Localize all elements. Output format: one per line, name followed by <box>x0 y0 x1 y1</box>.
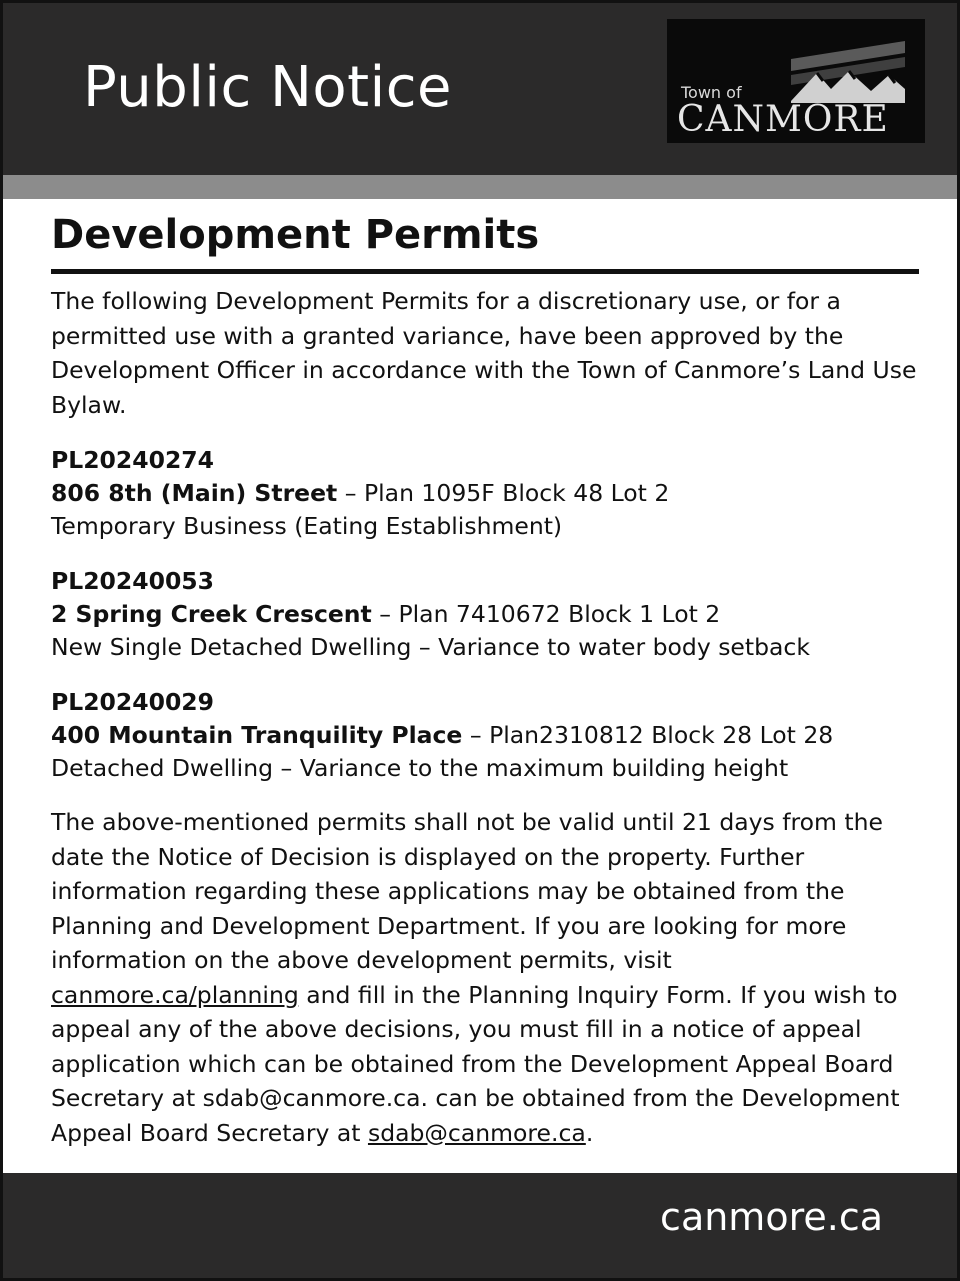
logo-town-of-text: Town of <box>681 83 742 102</box>
permit-id: PL20240029 <box>51 688 215 716</box>
header-divider-band <box>3 175 957 199</box>
permit-id: PL20240053 <box>51 567 215 595</box>
closing-text-1: The above-mentioned permits shall not be valid until 21 days from the date the Notice of Decision is displayed on the property. Further information regarding these applications may be obtained from the Planning and Development Department. If you are looking for more information on the above development permits, visit <box>51 808 883 974</box>
permit-entry <box>51 686 921 785</box>
town-logo <box>667 19 925 143</box>
notice-content <box>51 209 921 1150</box>
planning-link[interactable]: canmore.ca/planning <box>51 980 299 1009</box>
sdab-email-link[interactable]: sdab@canmore.ca <box>367 1118 586 1147</box>
permit-id: PL20240274 <box>51 446 215 474</box>
permit-description: New Single Detached Dwelling – Variance to water body setback <box>51 633 810 661</box>
footer-website[interactable]: canmore.ca <box>660 1195 883 1239</box>
closing-paragraph <box>51 805 921 1150</box>
logo-canmore-text: CANMORE <box>677 99 889 140</box>
permit-entry <box>51 444 921 543</box>
permit-legal: – Plan 1095F Block 48 Lot 2 <box>337 479 670 507</box>
title-rule <box>51 269 919 274</box>
permit-legal: – Plan2310812 Block 28 Lot 28 <box>462 721 834 749</box>
permit-description: Detached Dwelling – Variance to the maximum building height <box>51 754 789 782</box>
closing-text-3: . <box>585 1118 594 1147</box>
permit-description: Temporary Business (Eating Establishment) <box>51 512 563 540</box>
permit-address: 400 Mountain Tranquility Place <box>51 721 463 749</box>
permit-entry <box>51 565 921 664</box>
section-title: Development Permits <box>51 212 540 258</box>
closing-text-2: and fill in the Planning Inquiry Form. If you wish to appeal any of the above decisions, you must fill in a notice of appeal application which can be obtained from the Development Appeal Board Secretary at sdab@canmore.ca. can be obtained from the Development Appeal Board Secretary at <box>51 980 900 1147</box>
permit-legal: – Plan 7410672 Block 1 Lot 2 <box>371 600 721 628</box>
intro-paragraph: The following Development Permits for a discretionary use, or for a permitted use with a granted variance, have been approved by the Development Officer in accordance with the Town of Canmore’s Land Use Bylaw. <box>51 287 917 419</box>
header-bar <box>3 3 957 175</box>
footer-bar <box>3 1173 957 1278</box>
permit-address: 806 8th (Main) Street <box>51 479 338 507</box>
permit-address: 2 Spring Creek Crescent <box>51 600 372 628</box>
page-title: Public Notice <box>83 55 452 120</box>
